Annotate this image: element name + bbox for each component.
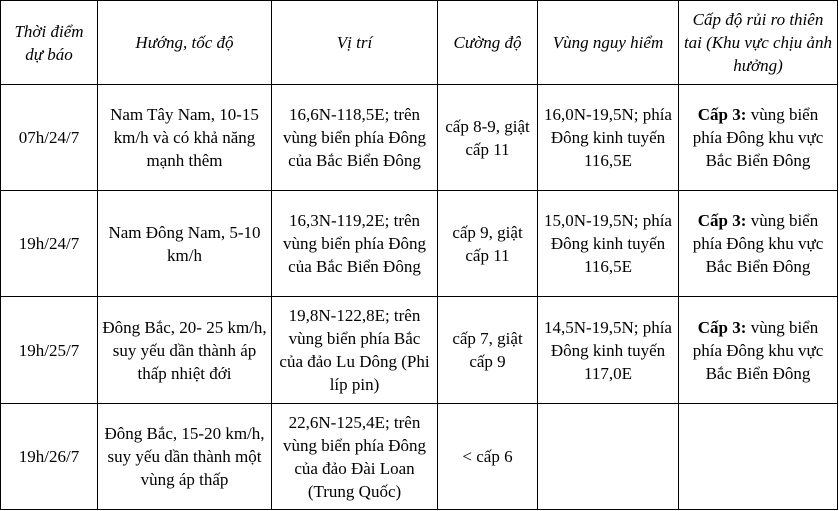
table-row xyxy=(1,85,838,191)
cell-time: 19h/24/7 xyxy=(1,191,98,297)
cell-position: 16,6N-118,5E; trên vùng biển phía Đông của Bắc Biển Đông xyxy=(272,85,438,191)
cell-position: 22,6N-125,4E; trên vùng biển phía Đông của đảo Đài Loan (Trung Quốc) xyxy=(272,404,438,510)
risk-level-text: vùng biển phía Đông khu vực Bắc Biển Đông xyxy=(692,105,824,170)
header-position: Vị trí xyxy=(272,1,438,85)
cell-risk-level xyxy=(679,297,838,404)
risk-level-label: Cấp 3: xyxy=(697,317,747,337)
header-time: Thời điểm dự báo xyxy=(1,1,98,85)
header-intensity: Cường độ xyxy=(438,1,538,85)
header-danger-zone: Vùng nguy hiểm xyxy=(538,1,679,85)
cell-direction: Nam Đông Nam, 5-10 km/h xyxy=(98,191,272,297)
header-risk-level: Cấp độ rủi ro thiên tai (Khu vực chịu ảnh hưởng) xyxy=(679,1,838,85)
cell-direction: Đông Bắc, 20- 25 km/h, suy yếu dần thành áp thấp nhiệt đới xyxy=(98,297,272,404)
header-direction: Hướng, tốc độ xyxy=(98,1,272,85)
cell-intensity: < cấp 6 xyxy=(438,404,538,510)
cell-position: 16,3N-119,2E; trên vùng biển phía Đông của Bắc Biển Đông xyxy=(272,191,438,297)
table-row xyxy=(1,297,838,404)
cell-risk-level xyxy=(679,191,838,297)
cell-direction: Đông Bắc, 15-20 km/h, suy yếu dần thành một vùng áp thấp xyxy=(98,404,272,510)
cell-time: 07h/24/7 xyxy=(1,85,98,191)
cell-danger-zone: 15,0N-19,5N; phía Đông kinh tuyến 116,5E xyxy=(538,191,679,297)
cell-position: 19,8N-122,8E; trên vùng biển phía Bắc của đảo Lu Dông (Phi líp pin) xyxy=(272,297,438,404)
header-row xyxy=(1,1,838,85)
table-row xyxy=(1,404,838,510)
risk-level-label: Cấp 3: xyxy=(697,211,747,230)
risk-level-label: Cấp 3: xyxy=(697,105,747,124)
risk-level-text: vùng biển phía Đông khu vực Bắc Biển Đông xyxy=(692,211,824,276)
cell-intensity: cấp 7, giật cấp 9 xyxy=(438,297,538,404)
cell-intensity: cấp 8-9, giật cấp 11 xyxy=(438,85,538,191)
cell-danger-zone: 14,5N-19,5N; phía Đông kinh tuyến 117,0E xyxy=(538,297,679,404)
cell-risk-level xyxy=(679,404,838,510)
cell-danger-zone xyxy=(538,404,679,510)
cell-danger-zone: 16,0N-19,5N; phía Đông kinh tuyến 116,5E xyxy=(538,85,679,191)
cell-time: 19h/25/7 xyxy=(1,297,98,404)
cell-risk-level xyxy=(679,85,838,191)
cell-intensity: cấp 9, giật cấp 11 xyxy=(438,191,538,297)
risk-level-text: vùng biển phía Đông khu vực Bắc Biển Đông xyxy=(692,317,824,383)
cell-time: 19h/26/7 xyxy=(1,404,98,510)
table-row xyxy=(1,191,838,297)
cell-direction: Nam Tây Nam, 10-15 km/h và có khả năng mạnh thêm xyxy=(98,85,272,191)
